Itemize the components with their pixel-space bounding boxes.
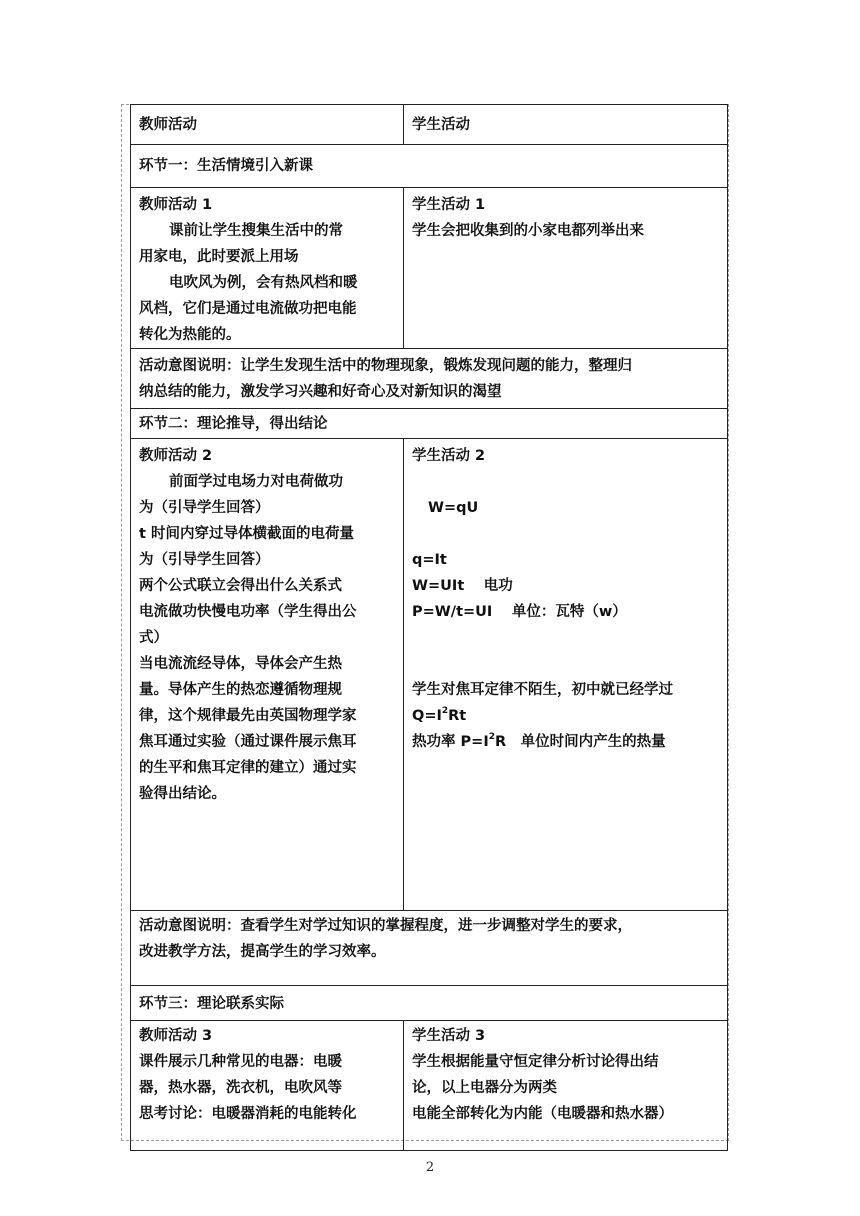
formula-w-uit: W=UIt 电功 [412,578,513,594]
section2-teacher-line: 当电流流经导体，导体会产生热 [139,656,342,672]
section2-teacher-line: 验得出结论。 [139,786,226,802]
section2-teacher-line: 电流做功快慢电功率（学生得出公 [139,604,357,620]
section1-intent-line: 活动意图说明：让学生发现生活中的物理现象，锻炼发现问题的能力，整理归 [139,358,632,374]
lesson-plan-table [130,104,728,1151]
section2-teacher-line: 式） [139,630,168,646]
formula-heat-power: 热功率 $P=I^2R$ 单位时间内产生的热量 [412,732,666,750]
section3-teacher-line: 思考讨论：电暖器消耗的电能转化 [139,1106,357,1122]
section2-teacher-line: t 时间内穿过导体横截面的电荷量 [139,526,354,542]
section3-content-row [131,1021,728,1151]
section3-teacher-cell [131,1021,404,1151]
section1-teacher-line: 电吹风为例，会有热风档和暖 [169,275,358,291]
header-student: 学生活动 [404,105,728,145]
section1-student-line: 学生会把收集到的小家电都列举出来 [412,223,644,239]
section1-intent-row [131,349,728,409]
page-number: 2 [425,1160,435,1175]
section1-title: 环节一：生活情境引入新课 [131,145,728,188]
section3-title-row [131,986,728,1021]
section1-title-row [131,145,728,188]
section1-teacher-line: 用家电，此时要派上用场 [139,249,299,265]
section2-intent-cell [131,911,728,986]
formula-w-qu: W=qU [428,500,479,516]
section2-intent-row [131,911,728,986]
section1-teacher-line: 风档，它们是通过电流做功把电能 [139,301,357,317]
section3-teacher-heading: 教师活动 3 [139,1028,213,1044]
section2-content-row [131,439,728,911]
section3-student-cell [404,1021,728,1151]
section3-teacher-line: 器，热水器，洗衣机，电吹风等 [139,1080,342,1096]
section3-student-line: 论，以上电器分为两类 [412,1080,557,1096]
header-teacher: 教师活动 [131,105,404,145]
section2-teacher-line: 两个公式联立会得出什么关系式 [139,578,342,594]
section3-student-heading: 学生活动 3 [412,1028,486,1044]
section1-teacher-line: 转化为热能的。 [139,327,241,343]
header-row [131,105,728,145]
section3-student-line: 电能全部转化为内能（电暖器和热水器） [412,1106,673,1122]
section1-content-row [131,188,728,349]
section2-teacher-line: 量。导体产生的热恋遵循物理规 [139,682,342,698]
section2-teacher-heading: 教师活动 2 [139,448,213,464]
section3-teacher-line: 课件展示几种常见的电器：电暖 [139,1054,342,1070]
section2-teacher-line: 前面学过电场力对电荷做功 [169,474,343,490]
section1-teacher-cell [131,188,404,349]
formula-power: P=W/t=UI 单位：瓦特（w） [412,604,627,620]
section1-intent-line: 纳总结的能力，激发学习兴趣和好奇心及对新知识的渴望 [139,384,502,400]
section2-teacher-line: 律，这个规律最先由英国物理学家 [139,708,357,724]
section2-intent-line: 活动意图说明：查看学生对学过知识的掌握程度，进一步调整对学生的要求， [139,918,632,934]
joule-familiar-line: 学生对焦耳定律不陌生，初中就已经学过 [412,682,673,698]
section1-student-heading: 学生活动 1 [412,197,486,213]
section2-teacher-line: 的生平和焦耳定律的建立）通过实 [139,760,357,776]
section2-teacher-line: 为（引导学生回答） [139,552,270,568]
section1-teacher-line: 课前让学生搜集生活中的常 [169,223,343,239]
section2-intent-line: 改进教学方法，提高学生的学习效率。 [139,944,386,960]
section2-teacher-line: 焦耳通过实验（通过课件展示焦耳 [139,734,357,750]
formula-q-it: q=It [412,552,447,568]
section3-student-line: 学生根据能量守恒定律分析讨论得出结 [412,1054,659,1070]
section2-title-row [131,409,728,439]
section2-student-heading: 学生活动 2 [412,448,486,464]
section1-intent-cell [131,349,728,409]
section3-title: 环节三：理论联系实际 [131,986,728,1021]
section2-teacher-line: 为（引导学生回答） [139,500,270,516]
section2-student-cell [404,439,728,911]
section1-teacher-heading: 教师活动 1 [139,197,213,213]
formula-joule-law: $Q=I^2Rt$ [412,706,467,724]
section1-student-cell [404,188,728,349]
section2-teacher-cell [131,439,404,911]
section2-title: 环节二：理论推导，得出结论 [131,409,728,439]
